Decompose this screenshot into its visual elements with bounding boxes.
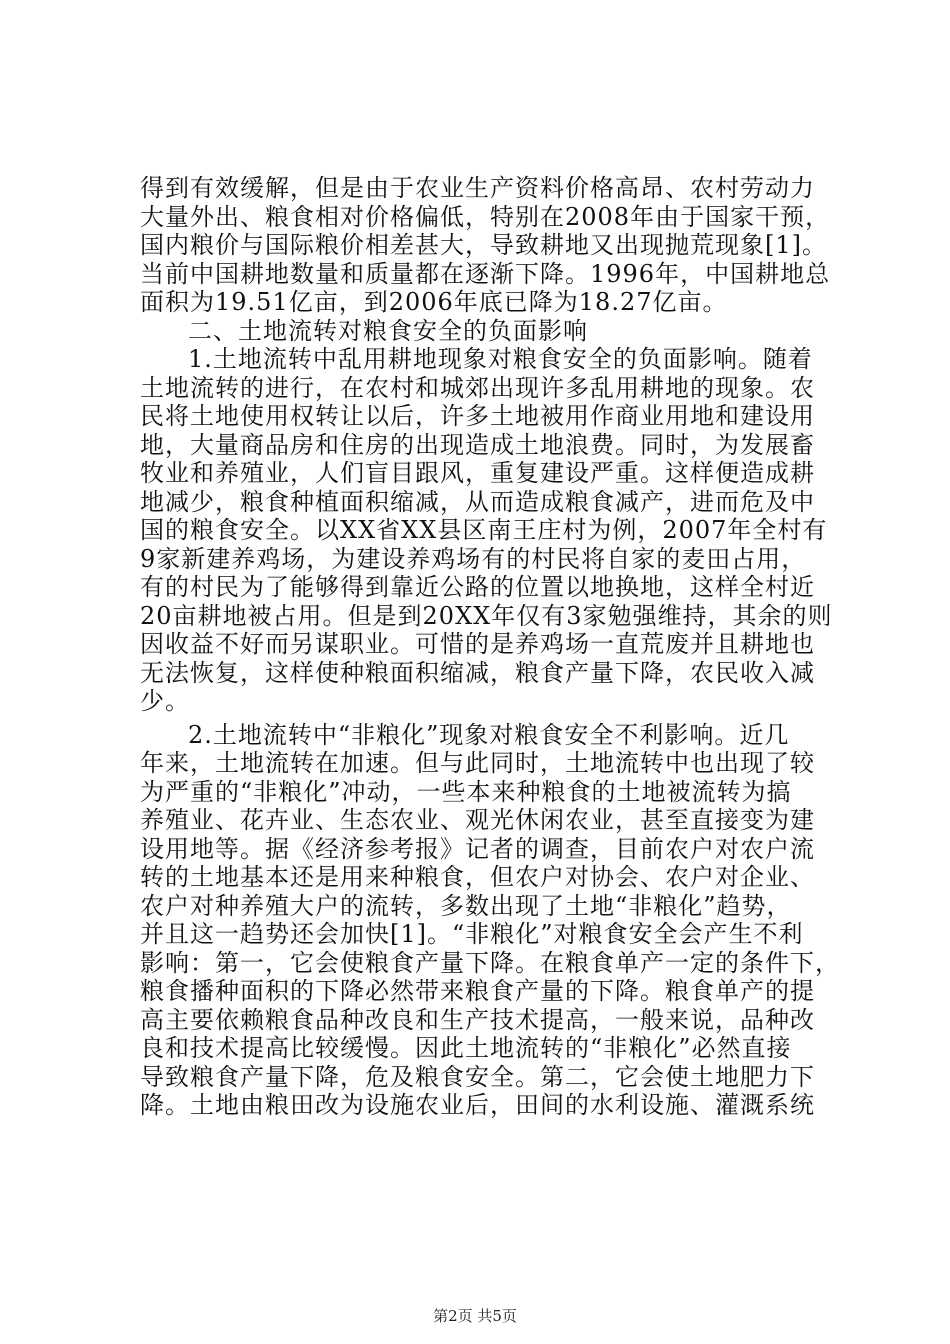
text-line: 面积为19.51亿亩，到2006年底已降为18.27亿亩。 — [140, 288, 728, 316]
text-line: 设用地等。据《经济参考报》记者的调查，目前农户对农户流 — [140, 834, 815, 863]
document-body — [140, 174, 840, 1120]
text-line: 导致粮食产量下降，危及粮食安全。第二，它会使土地肥力下 — [140, 1062, 815, 1091]
text-line: 大量外出、粮食相对价格偏低，特别在2008年由于国家干预， — [140, 202, 831, 231]
page-number-footer: 第2页 共5页 — [433, 1307, 517, 1325]
text-line: 少。 — [140, 687, 190, 715]
text-line: 为严重的“非粮化”冲动，一些本来种粮食的土地被流转为搞 — [140, 777, 792, 806]
text-line: 无法恢复，这样使种粮面积缩减，粮食产量下降，农民收入减 — [140, 658, 815, 687]
text-line: 得到有效缓解，但是由于农业生产资料价格高昂、农村劳动力 — [140, 174, 815, 202]
text-line: 二、土地流转对粮食安全的负面影响 — [188, 316, 588, 345]
text-line: 影响：第一，它会使粮食产量下降。在粮食单产一定的条件下， — [140, 948, 840, 977]
text-line: 地，大量商品房和住房的出现造成土地浪费。同时，为发展畜 — [140, 430, 815, 459]
text-line: 2.土地流转中“非粮化”现象对粮食安全不利影响。近几 — [188, 720, 790, 749]
text-line: 降。土地由粮田改为设施农业后，田间的水利设施、灌溉系统 — [140, 1091, 815, 1119]
text-line: 年来，土地流转在加速。但与此同时，土地流转中也出现了较 — [140, 749, 815, 777]
text-line: 并且这一趋势还会加快[1]。“非粮化”对粮食安全会产生不利 — [140, 920, 804, 948]
text-line: 牧业和养殖业，人们盲目跟风，重复建设严重。这样便造成耕 — [140, 459, 815, 487]
text-line: 粮食播种面积的下降必然带来粮食产量的下降。粮食单产的提 — [140, 977, 815, 1005]
text-line: 良和技术提高比较缓慢。因此土地流转的“非粮化”必然直接 — [140, 1034, 792, 1062]
text-line: 民将土地使用权转让以后，许多土地被用作商业用地和建设用 — [140, 402, 815, 430]
text-line: 土地流转的进行，在农村和城郊出现许多乱用耕地的现象。农 — [140, 373, 815, 402]
text-line: 9家新建养鸡场，为建设养鸡场有的村民将自家的麦田占用， — [140, 544, 807, 573]
text-line: 1.土地流转中乱用耕地现象对粮食安全的负面影响。随着 — [188, 345, 813, 373]
paragraph — [140, 174, 840, 317]
text-line: 农户对种养殖大户的流转，多数出现了土地“非粮化”趋势， — [140, 891, 792, 920]
text-line: 有的村民为了能够得到靠近公路的位置以地换地，这样全村近 — [140, 573, 815, 601]
paragraph — [140, 345, 840, 716]
text-line: 高主要依赖粮食品种改良和生产技术提高，一般来说，品种改 — [140, 1005, 815, 1034]
text-line: 20亩耕地被占用。但是到20XX年仅有3家勉强维持，其余的则 — [140, 601, 833, 630]
text-line: 因收益不好而另谋职业。可惜的是养鸡场一直荒废并且耕地也 — [140, 630, 815, 658]
paragraph — [140, 721, 840, 1120]
section-heading — [140, 317, 840, 346]
text-line: 地减少，粮食种植面积缩减，从而造成粮食减产，进而危及中 — [140, 487, 815, 516]
text-line: 国的粮食安全。以XX省XX县区南王庄村为例，2007年全村有 — [140, 516, 828, 544]
text-line: 养殖业、花卉业、生态农业、观光休闲农业，甚至直接变为建 — [140, 806, 815, 834]
text-line: 国内粮价与国际粮价相差甚大，导致耕地又出现抛荒现象[1]。 — [140, 231, 827, 259]
text-line: 当前中国耕地数量和质量都在逐渐下降。1996年，中国耕地总 — [140, 259, 831, 288]
text-line: 转的土地基本还是用来种粮食，但农户对协会、农户对企业、 — [140, 863, 815, 891]
